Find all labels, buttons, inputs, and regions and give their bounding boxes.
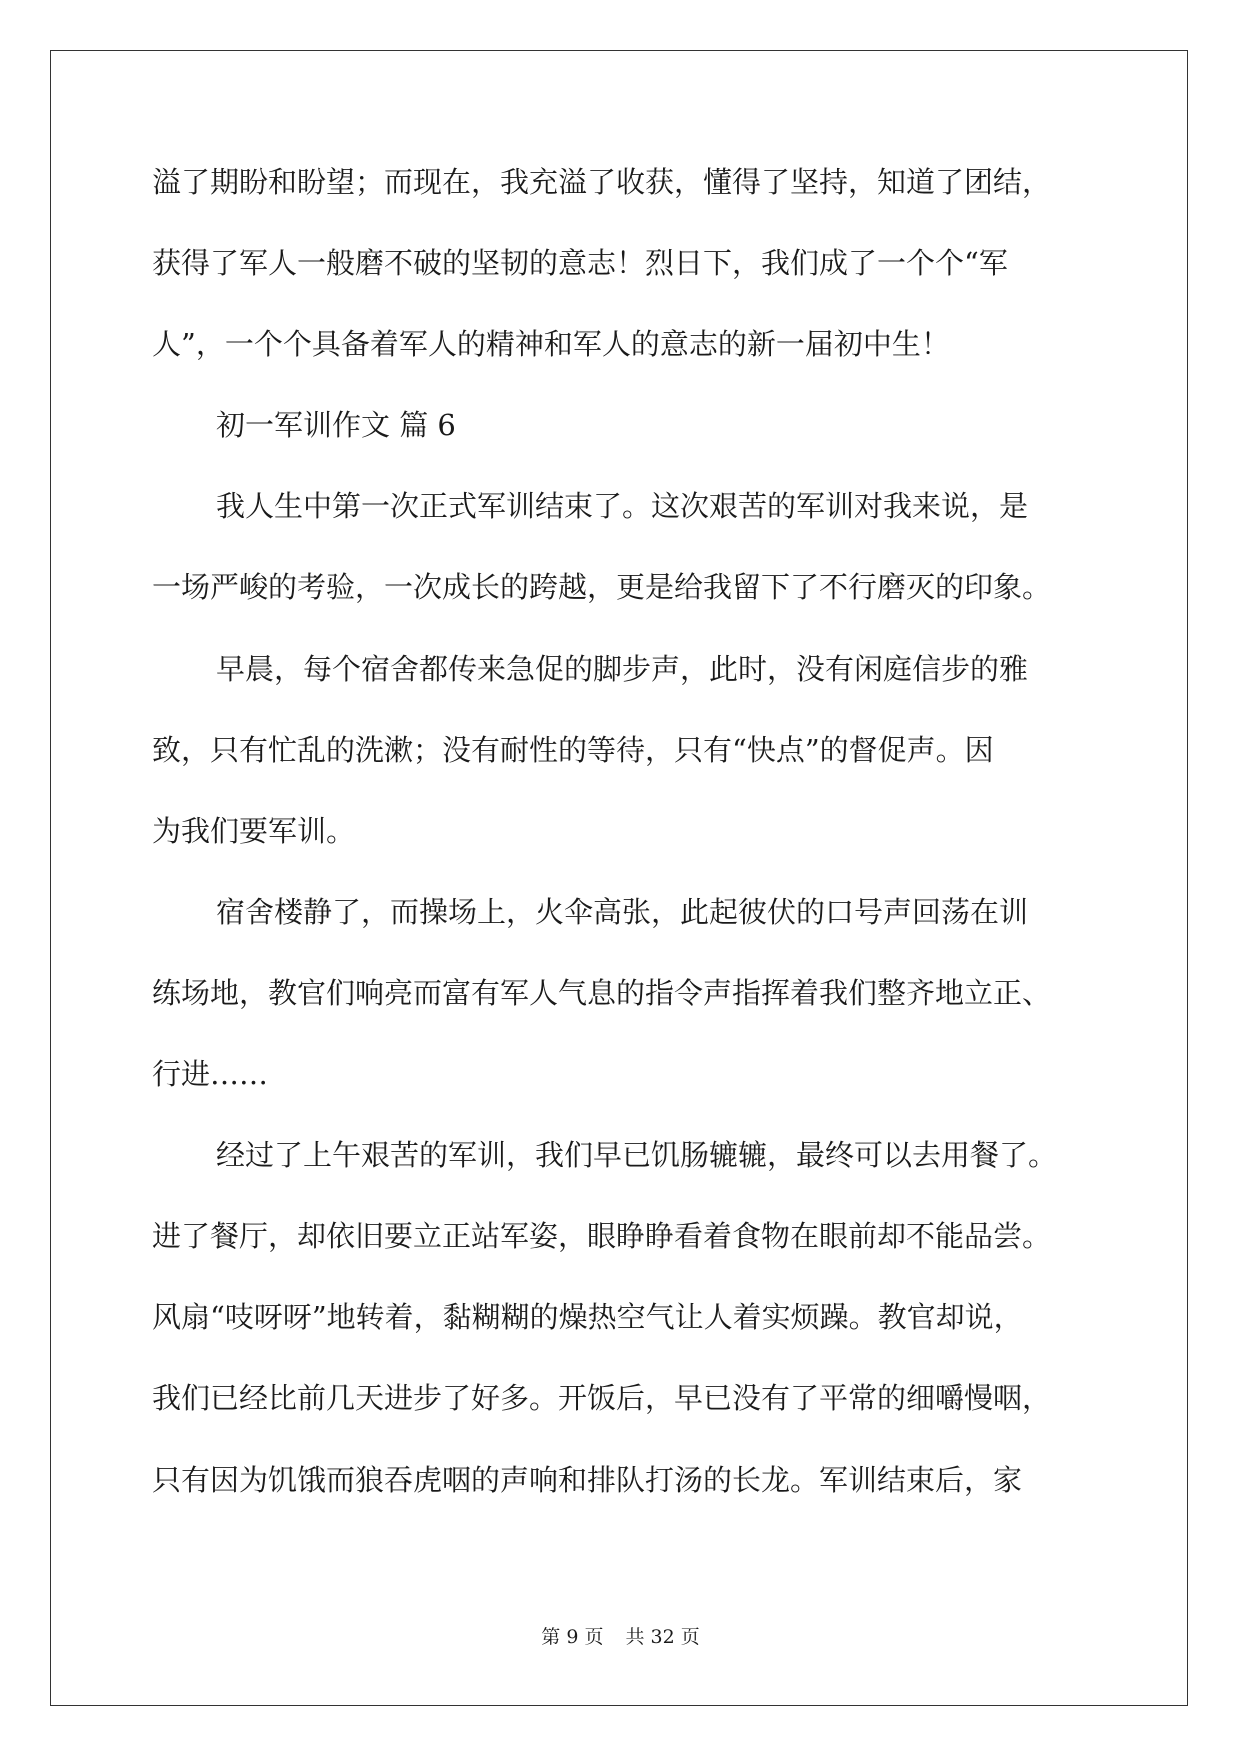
text-line: 为我们要军训。 — [152, 813, 356, 848]
text-line: 经过了上午艰苦的军训，我们早已饥肠辘辘，最终可以去用餐了。 — [216, 1138, 1058, 1173]
section-heading: 初一军训作文 篇 6 — [216, 408, 456, 443]
text-line: 溢了期盼和盼望；而现在，我充溢了收获，懂得了坚持，知道了团结， — [152, 165, 1052, 199]
text-line: 人”，一个个具备着军人的精神和军人的意志的新一届初中生！ — [152, 327, 950, 362]
text-line: 风扇“吱呀呀”地转着，黏糊糊的燥热空气让人着实烦躁。教官却说， — [152, 1300, 1023, 1335]
document-body — [152, 162, 1088, 1541]
text-line: 我人生中第一次正式军训结束了。这次艰苦的军训对我来说，是 — [216, 489, 1029, 524]
text-line: 宿舍楼静了，而操场上，火伞高张，此起彼伏的口号声回荡在训 — [216, 894, 1029, 929]
text-line: 获得了军人一般磨不破的坚韧的意志！烈日下，我们成了一个个“军 — [152, 246, 1008, 281]
text-line: 进了餐厅，却依旧要立正站军姿，眼睁睁看着食物在眼前却不能品尝。 — [152, 1219, 1052, 1254]
text-line: 练场地，教官们响亮而富有军人气息的指令声指挥着我们整齐地立正、 — [152, 975, 1052, 1010]
text-line: 早晨，每个宿舍都传来急促的脚步声，此时，没有闲庭信步的雅 — [216, 651, 1029, 686]
text-line: 一场严峻的考验，一次成长的跨越，更是给我留下了不行磨灭的印象。 — [152, 570, 1052, 605]
page-number: 第 9 页 — [541, 1626, 604, 1648]
text-line: 我们已经比前几天进步了好多。开饭后，早已没有了平常的细嚼慢咽， — [152, 1381, 1052, 1416]
text-line: 致，只有忙乱的洗漱；没有耐性的等待，只有“快点”的督促声。因 — [152, 732, 994, 767]
page-total: 共 32 页 — [625, 1626, 700, 1648]
text-line: 只有因为饥饿而狼吞虎咽的声响和排队打汤的长龙。军训结束后，家 — [152, 1462, 1023, 1497]
text-line: 行进…… — [152, 1057, 269, 1092]
page-footer — [0, 1625, 1241, 1649]
